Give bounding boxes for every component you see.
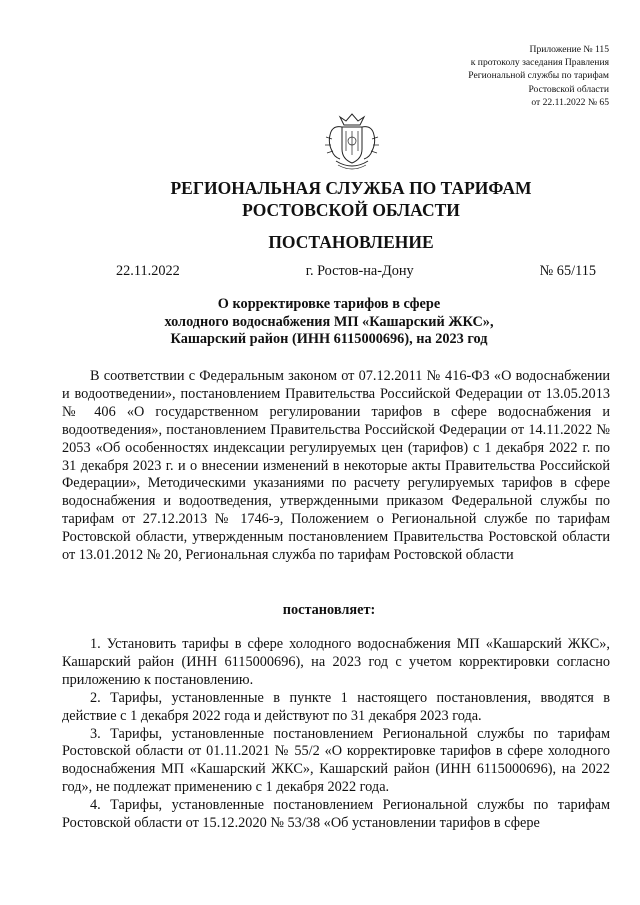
intro-paragraph: В соответствии с Федеральным законом от 07.12.2011 № 416-ФЗ «О водоснабжении и водоотведении», постановлением Правительства Российской Федерации от 13.05.2013 № 406 «О государственном регулировании тарифов в сфере водоснабжения и водоотведения», постановлением Правительства Российской Федерации от 14.11.2022 № 2053 «Об особенностях индексации регулируемых цен (тарифов) с 1 декабря 2022 г. по 31 декабря 2023 г. и о внесении изменений в некоторые акты Правительства Российской Федерации», Методическими указаниями по расчету регулируемых тарифов в сфере водоснабжения и водоотведения, утвержденными приказом Федеральной службы по тарифам от 27.12.2013 № 1746-э, Положением о Региональной службе по тарифам Ростовской области, утвержденным постановлением Правительства Ростовской области от 13.01.2012 № 20, Региональная служба по тарифам Ростовской области [62, 368, 610, 564]
document-number: № 65/115 [539, 263, 596, 279]
agency-line: РЕГИОНАЛЬНАЯ СЛУЖБА ПО ТАРИФАМ [170, 178, 532, 198]
agency-line: РОСТОВСКОЙ ОБЛАСТИ [242, 200, 460, 220]
resolution-item: 3. Тарифы, установленные постановлением Региональной службы по тарифам Ростовской области от 01.11.2021 № 55/2 «О корректировке тарифов в сфере холодного водоснабжения МП «Кашарский ЖКС», Кашарский район (ИНН 6115000696), на 2022 год», не подлежат применению с 1 декабря 2022 года. [62, 725, 610, 796]
document-type: ПОСТАНОВЛЕНИЕ [268, 232, 434, 252]
appendix-line: Ростовской области [528, 83, 609, 95]
document-meta [116, 263, 596, 280]
appendix-line: Приложение № 115 [529, 44, 609, 55]
appendix-line: Региональной службы по тарифам [468, 70, 609, 82]
agency-name [0, 177, 640, 221]
document-place: г. Ростов-на-Дону [305, 263, 414, 279]
subject-line: Кашарский район (ИНН 6115000696), на 2023 год [170, 331, 488, 348]
appendix-line: к протоколу заседания Правления [470, 57, 609, 69]
intro-paragraph-block [62, 368, 610, 565]
appendix-note [389, 43, 609, 109]
coat-of-arms-icon [322, 111, 382, 173]
resolution-item: 1. Установить тарифы в сфере холодного водоснабжения МП «Кашарский ЖКС», Кашарский район (ИНН 6115000696), на 2023 год с учетом корректировки согласно приложению к постановлению. [62, 636, 610, 688]
resolution-item: 2. Тарифы, установленные в пункте 1 настоящего постановления, вводятся в действие с 1 декабря 2022 года и действуют по 31 декабря 2023 года. [62, 689, 610, 724]
resolution-item: 4. Тарифы, установленные постановлением Региональной службы по тарифам Ростовской области от 15.12.2020 № 53/38 «Об установлении тарифов в сфере [62, 797, 610, 832]
subject-line: холодного водоснабжения МП «Кашарский ЖКС», [164, 313, 494, 330]
resolution-items [62, 636, 610, 833]
document-subject [62, 296, 596, 349]
document-date: 22.11.2022 [116, 263, 180, 279]
appendix-line: от 22.11.2022 № 65 [531, 96, 609, 108]
resolves-heading: постановляет: [282, 602, 376, 618]
subject-line: О корректировке тарифов в сфере [217, 296, 441, 312]
